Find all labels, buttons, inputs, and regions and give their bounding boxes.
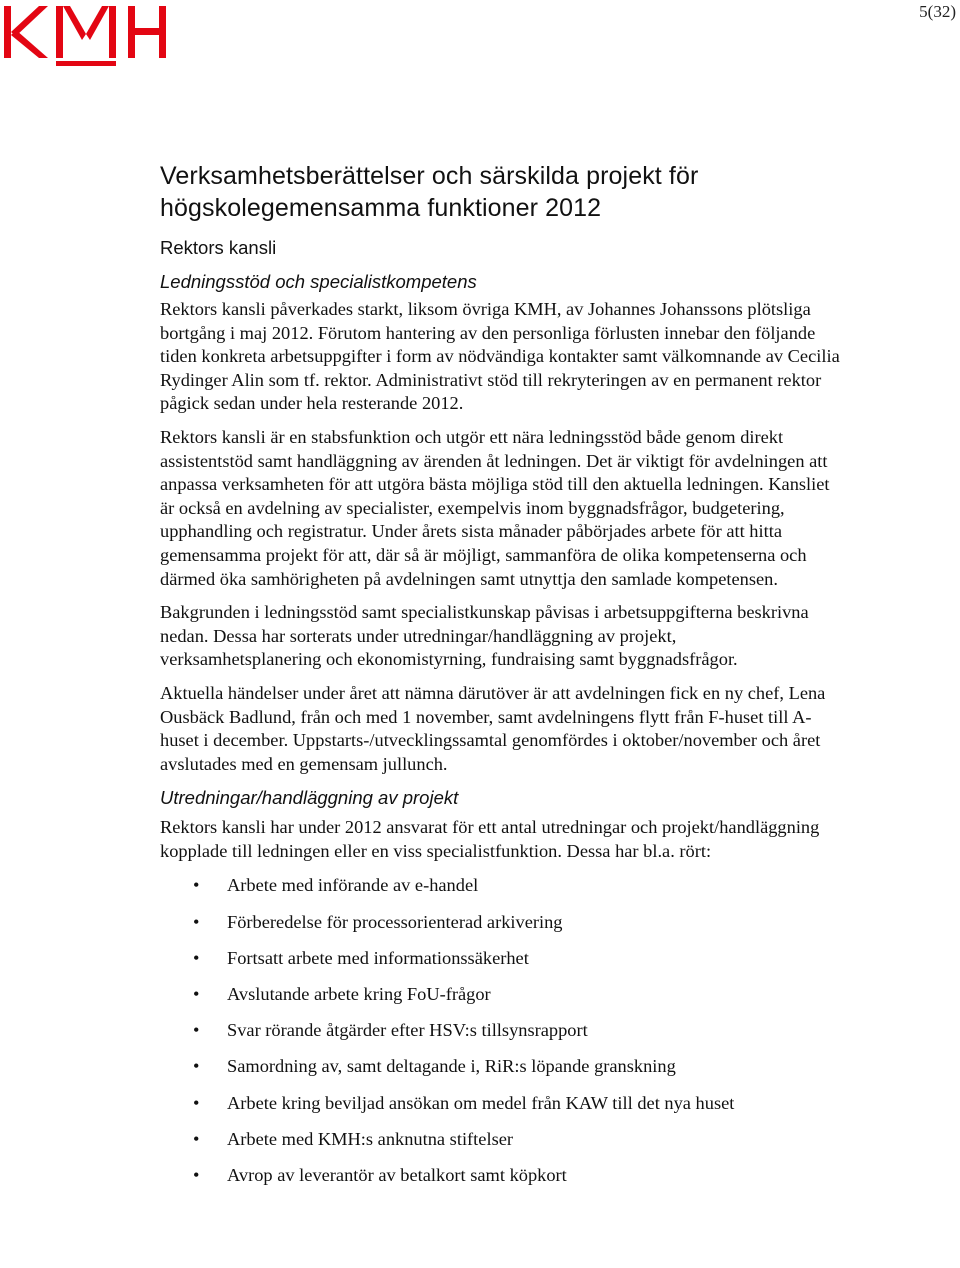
list-item-text: Fortsatt arbete med informationssäkerhet [227, 947, 529, 968]
list-item-text: Arbete med införande av e-handel [227, 875, 479, 896]
list-item [160, 1018, 840, 1054]
list-item [160, 982, 840, 1018]
bullet-icon: • [193, 1164, 200, 1185]
list-item-text: Arbete med KMH:s anknutna stiftelser [227, 1128, 514, 1149]
bullet-icon: • [193, 1056, 200, 1077]
section2-intro: Rektors kansli har under 2012 ansvarat för ett antal utredningar och projekt/handläggning kopplade till ledningen eller en viss specialistfunktion. Dessa har bl.a. rört: [160, 817, 820, 861]
bullet-icon: • [193, 984, 200, 1005]
list-item [160, 1091, 840, 1127]
list-item-text: Avrop av leverantör av betalkort samt köpkort [227, 1164, 567, 1185]
bullet-icon: • [193, 1020, 200, 1041]
list-item-text: Samordning av, samt deltagande i, RiR:s löpande granskning [227, 1056, 676, 1077]
bullet-icon: • [193, 1128, 200, 1149]
bullet-icon: • [193, 1092, 200, 1113]
page-number: 5(32) [919, 2, 956, 21]
title-line-2: högskolegemensamma funktioner 2012 [160, 194, 602, 222]
section2-heading: Utredningar/handläggning av projekt [160, 787, 459, 809]
list-item-text: Förberedelse för processorienterad arkivering [227, 911, 563, 932]
list-item [160, 1163, 840, 1199]
logo-text [166, 0, 167, 1]
list-item [160, 1127, 840, 1163]
paragraph-3: Bakgrunden i ledningsstöd samt specialistkunskap påvisas i arbetsuppgifterna beskrivna nedan. Dessa har sorterats under utredningar/handläggning av projekt, verksamhetsplanering och ekonomistyrning, fundraising samt byggnadsfrågor. [160, 602, 809, 670]
paragraph-4: Aktuella händelser under året att nämna därutöver är att avdelningen fick en ny chef, Lena Ousbäck Badlund, från och med 1 november, samt avdelningens flytt från F-huset till A-huset i december. Uppstarts-/utvecklingssamtal genomfördes i oktober/november och året avslutades med en gemensam jullunch. [160, 682, 826, 774]
title-line-1: Verksamhetsberättelser och särskilda projekt för [160, 162, 699, 190]
bullet-list [160, 873, 840, 1199]
list-item-text: Avslutande arbete kring FoU-frågor [227, 984, 491, 1005]
kmh-logo-graphic [4, 0, 166, 68]
section1-heading: Ledningsstöd och specialistkompetens [160, 271, 477, 292]
list-item [160, 910, 840, 946]
document-title [160, 160, 840, 224]
paragraph-2: Rektors kansli är en stabsfunktion och utgör ett nära ledningsstöd både genom direkt assistentstöd samt handläggning av ärenden åt ledningen. Det är viktigt för avdelningen att anpassa verksamheten för att utgöra bästa möjliga stöd till den aktuella ledningen. Kansliet är också en avdelning av specialister, exempelvis inom byggnadsfrågor, budgetering, upphandling och registratur. Under årets sista månader påbörjades arbete för att hitta gemensamma projekt för att, där så är möjligt, sammanföra de olika kompetenserna och därmed öka samhörigheten på avdelningen samt utnyttja den samlade kompetensen. [160, 426, 830, 589]
list-item-text: Svar rörande åtgärder efter HSV:s tillsynsrapport [227, 1020, 588, 1041]
bullet-icon: • [193, 911, 200, 932]
list-item [160, 873, 840, 909]
bullet-icon: • [193, 947, 200, 968]
list-item-text: Arbete kring beviljad ansökan om medel från KAW till det nya huset [227, 1092, 735, 1113]
paragraph-1: Rektors kansli påverkades starkt, liksom övriga KMH, av Johannes Johanssons plötsliga bortgång i maj 2012. Förutom hantering av den personliga förlusten innebar den följande tiden konkreta arbetsuppgifter i form av nödvändiga kontakter samt välkomnande av Cecilia Rydinger Alin som tf. rektor. Administrativt stöd till rekryteringen av en permanent rektor pågick sedan under hela resterande 2012. [160, 299, 840, 414]
section-subtitle: Rektors kansli [160, 237, 277, 258]
list-item [160, 1054, 840, 1090]
bullet-icon: • [193, 875, 200, 896]
list-item [160, 946, 840, 982]
document-body [160, 160, 840, 1199]
kmh-logo [4, 0, 166, 73]
